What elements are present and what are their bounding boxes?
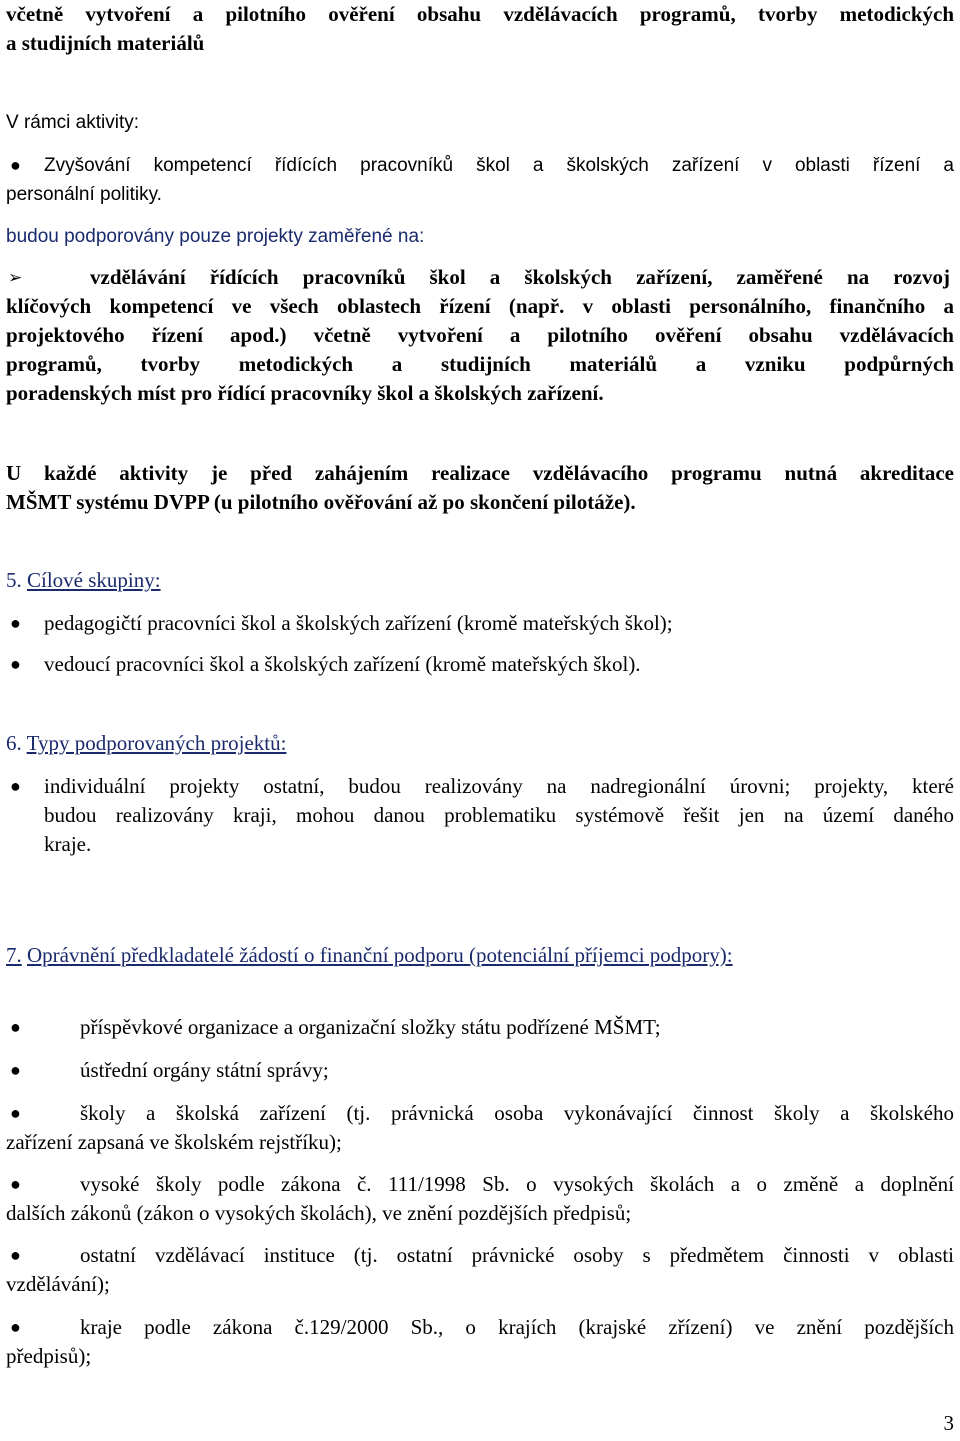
accreditation-line-1: U každé aktivity je před zahájením realizace vzdělávacího programu nutná akreditace	[6, 461, 954, 485]
page-number: 3	[943, 1411, 954, 1435]
section-7-heading	[6, 941, 954, 970]
bullet-icon: ●	[10, 654, 21, 674]
section-7-item-3-line-1: školy a školská zařízení (tj. právnická osoba vykonávající činnost školy a školského	[80, 1101, 954, 1125]
section-7-item-4-line-1: vysoké školy podle zákona č. 111/1998 Sb. o vysokých školách a o změně a doplnění	[80, 1172, 954, 1196]
section-5-item-1: pedagogičtí pracovníci škol a školských zařízení (kromě mateřských škol);	[44, 611, 673, 635]
arrow-line-5: poradenských míst pro řídící pracovníky škol a školských zařízení.	[6, 381, 604, 405]
arrow-line-4: programů, tvorby metodických a studijních materiálů a vzniku podpůrných	[6, 352, 954, 376]
section-7-number: 7.	[6, 943, 22, 967]
section-7-item-6-line-2: předpisů);	[6, 1344, 92, 1368]
activity-bullet-line-1: Zvyšování kompetencí řídících pracovníků škol a školských zařízení v oblasti řízení a	[44, 155, 954, 176]
section-7-item-3-line-2: zařízení zapsaná ve školském rejstříku);	[6, 1130, 342, 1154]
bullet-icon: ●	[10, 1103, 21, 1123]
bullet-icon: ●	[10, 776, 21, 796]
bullet-icon: ●	[10, 613, 21, 633]
section-6-item-line-2: budou realizovány kraji, mohou danou problematiku systémově řešit jen na území daného	[44, 803, 954, 827]
heading-line-1: včetně vytvoření a pilotního ověření obsahu vzdělávacích programů, tvorby metodických	[6, 2, 954, 26]
section-6-heading	[6, 729, 954, 758]
bullet-icon: ●	[10, 155, 21, 175]
bullet-icon: ●	[10, 1245, 21, 1265]
section-5-item-2: vedoucí pracovníci škol a školských zařízení (kromě mateřských škol).	[44, 652, 641, 676]
section-7-item-6-line-1: kraje podle zákona č.129/2000 Sb., o krajích (krajské zřízení) ve znění pozdějších	[80, 1315, 954, 1339]
section-7-item-5-line-1: ostatní vzdělávací instituce (tj. ostatní právnické osoby s předmětem činnosti v oblasti	[80, 1243, 954, 1267]
arrow-line-3: projektového řízení apod.) včetně vytvoření a pilotního ověření obsahu vzdělávacích	[6, 323, 954, 347]
arrow-line-1: vzdělávání řídících pracovníků škol a školských zařízení, zaměřené na rozvoj	[90, 265, 950, 289]
section-6-item-line-1: individuální projekty ostatní, budou realizovány na nadregionální úrovni; projekty, které	[44, 774, 954, 798]
arrow-line-2: klíčových kompetencí ve všech oblastech řízení (např. v oblasti personálního, finančního a	[6, 294, 954, 318]
section-7-item-2: ústřední orgány státní správy;	[80, 1058, 329, 1082]
section-7-item-5-line-2: vzdělávání);	[6, 1272, 110, 1296]
section-5-heading	[6, 566, 954, 595]
section-7-item-4-line-2: dalších zákonů (zákon o vysokých školách), ve znění pozdějších předpisů;	[6, 1201, 632, 1225]
section-6-number: 6.	[6, 731, 22, 755]
section-7-item-1: příspěvkové organizace a organizační složky státu podřízené MŠMT;	[80, 1015, 661, 1039]
bullet-icon: ●	[10, 1060, 21, 1080]
bullet-icon: ●	[10, 1017, 21, 1037]
bullet-icon: ●	[10, 1317, 21, 1337]
activity-bullet-line-2: personální politiky.	[6, 184, 162, 205]
activity-supported: budou podporovány pouze projekty zaměřené na:	[6, 226, 425, 247]
bullet-icon: ●	[10, 1174, 21, 1194]
activity-intro: V rámci aktivity:	[6, 112, 140, 133]
section-7-title: Oprávnění předkladatelé žádostí o finanční podporu (potenciální příjemci podpory):	[27, 943, 733, 967]
arrow-bullet-icon: ➢	[8, 268, 23, 287]
accreditation-line-2: MŠMT systému DVPP (u pilotního ověřování až po skončení pilotáže).	[6, 490, 636, 514]
section-5-title: Cílové skupiny:	[27, 568, 161, 592]
heading-line-2: a studijních materiálů	[6, 31, 205, 55]
section-6-title: Typy podporovaných projektů:	[26, 731, 287, 755]
section-5-number: 5.	[6, 568, 22, 592]
section-6-item-line-3: kraje.	[44, 832, 92, 856]
